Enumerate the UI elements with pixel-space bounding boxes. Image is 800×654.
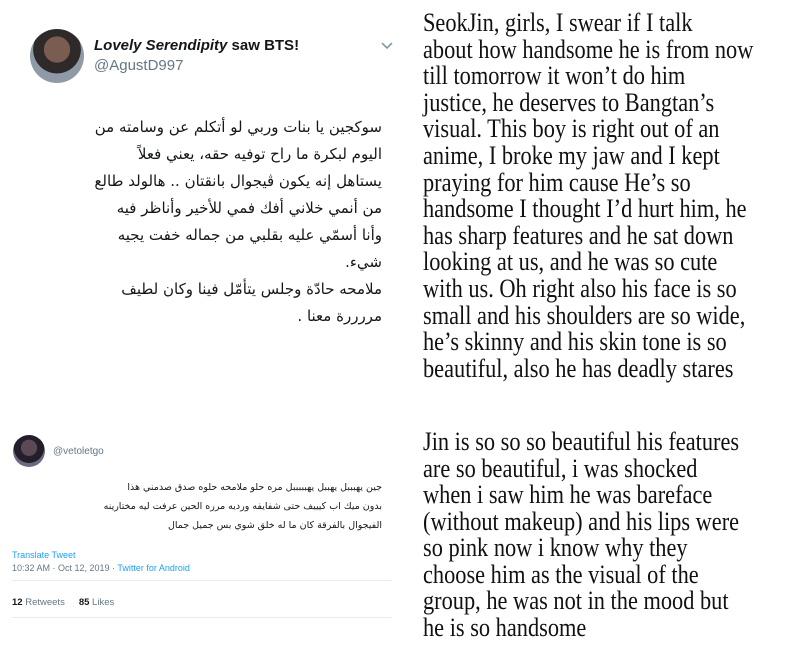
tweet-text-line: يستاهل إنه يكون ڤيجوال بانقتان .. هالولد طالع <box>94 172 382 190</box>
tweet-stats <box>12 597 114 608</box>
tweet-meta <box>12 563 190 573</box>
translation-line: Jin is so so so beautiful his features <box>423 427 740 456</box>
translation-line: looking at us, and he was so cute <box>423 247 718 277</box>
translation-line: handsome I thought I’d hurt him, he <box>423 194 747 224</box>
tweet-text-line: الفيجوال بالفرقة كان ما له خلق شوي بس جميل جمال <box>167 520 382 531</box>
likes-stat[interactable] <box>79 597 114 608</box>
likes-label: Likes <box>92 597 115 608</box>
tweet-text-line: جين يهبببل يهببل يهبببببل مره حلو ملامحه حلوه صدق صدمني هذا <box>127 482 382 493</box>
tweet-text-line: وأنا أسمّي عليه بقلبي من جماله خفت يجيه <box>117 226 382 244</box>
divider <box>12 617 392 618</box>
user-handle[interactable]: @AgustD997 <box>94 57 184 74</box>
translation-line: about how handsome he is from now <box>423 34 754 64</box>
avatar[interactable] <box>30 29 84 83</box>
retweets-stat[interactable] <box>12 597 65 608</box>
translation-line: justice, he deserves to Bangtan’s <box>423 87 715 117</box>
display-name-text: Lovely Serendipity <box>94 37 228 54</box>
translation-line: anime, I broke my jaw and I kept <box>423 140 720 170</box>
display-name[interactable] <box>94 37 299 54</box>
saw-label: saw BTS! <box>231 37 300 54</box>
translation-line: so pink now i know why they <box>423 533 688 562</box>
translation-line: small and his shoulders are so wide, <box>423 300 746 330</box>
translation-line: when i saw him he was bareface <box>423 480 713 509</box>
tweet-card-2 <box>0 426 404 654</box>
translation-line: beautiful, also he has deadly stares <box>423 353 734 383</box>
translation-line: has sharp features and he sat down <box>423 220 734 250</box>
translation-line: praying for him cause He’s so <box>423 167 691 197</box>
tweet-text-line: اليوم لبكرة ما راح توفيه حقه، يعني فعلاً <box>137 145 382 163</box>
tweet-text-line: سوكجين يا بنات وربي لو أتكلم عن وسامته من <box>94 118 382 136</box>
timestamp[interactable]: 10:32 AM · Oct 12, 2019 · <box>12 563 118 573</box>
likes-count: 85 <box>78 597 90 608</box>
chevron-down-icon[interactable] <box>381 40 393 52</box>
tweet-text-line: من أنمي خلاني أفك فمي للأخير وأناظر فيه <box>116 199 382 217</box>
translation-line: (without makeup) and his lips were <box>423 506 740 536</box>
retweets-count: 12 <box>12 597 23 608</box>
translation-line: till tomorrow it won’t do him <box>423 61 686 91</box>
translation-line: choose him as the visual of the <box>423 559 699 589</box>
retweets-label: Retweets <box>25 597 65 608</box>
translation-text-1 <box>423 10 753 382</box>
translation-line: he’s skinny and his skin tone is so <box>423 327 727 357</box>
tweet-text-line: مررررة معنا . <box>297 307 382 325</box>
translation-line: are so beautiful, i was shocked <box>423 453 698 483</box>
translation-line: he is so handsome <box>423 612 587 642</box>
divider <box>12 580 392 581</box>
translation-line: group, he was not in the mood but <box>423 586 729 615</box>
tweet-text-line: بدون ميك اب كيييف حتى شفايفه ورديه مرره الحين عرفت ليه مختارينه <box>103 501 382 512</box>
tweet-text-line: شيء. <box>345 253 382 271</box>
avatar[interactable] <box>13 435 45 467</box>
translation-line: SeokJin, girls, I swear if I talk <box>423 8 693 37</box>
user-handle[interactable]: @vetoletgo <box>53 446 104 457</box>
translate-tweet-link[interactable]: Translate Tweet <box>12 550 76 560</box>
tweet-text <box>12 478 382 535</box>
tweet-source-link[interactable]: Twitter for Android <box>117 563 190 573</box>
tweet-card-1 <box>0 0 412 404</box>
translation-line: with us. Oh right also his face is so <box>423 273 737 303</box>
tweet-text-line: ملامحه حادّة وجلس يتأمّل فينا وكان لطيف <box>121 280 382 298</box>
translation-line: visual. This boy is right out of an <box>423 114 720 144</box>
translation-text-2 <box>423 429 739 641</box>
tweet-text <box>18 114 382 330</box>
